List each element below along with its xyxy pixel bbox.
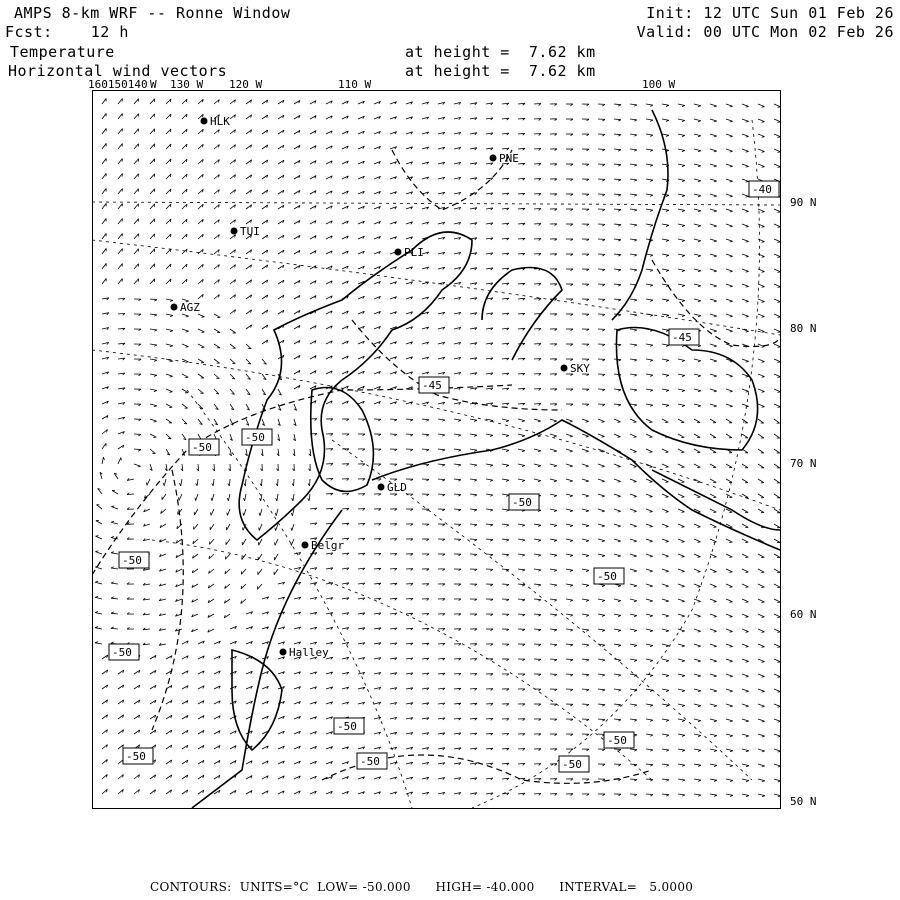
wind-vector-head [777, 632, 780, 633]
contour-label: -50 [597, 570, 617, 583]
lon-label-120w: 120 W [229, 78, 263, 91]
station-label: Belgr [311, 539, 345, 552]
wind-vector-head [170, 189, 171, 192]
wind-vector-head [761, 602, 764, 603]
wind-vector-head [211, 512, 212, 515]
station-marker [231, 228, 238, 235]
contour-label: -50 [245, 431, 265, 444]
wind-vector-head [730, 587, 733, 588]
wind-vector-head [713, 527, 716, 528]
wind-vector-head [698, 542, 701, 543]
lat-label-70n: 70 N [790, 457, 817, 470]
map-title: AMPS 8-km WRF -- Ronne Window [14, 4, 291, 22]
station-label: PLI [404, 246, 424, 259]
init-time: Init: 12 UTC Sun 01 Feb 26 [646, 4, 894, 22]
wind-vector [502, 584, 509, 585]
wind-vector-head [778, 662, 781, 663]
wind-vector [566, 674, 573, 675]
contour-label: -50 [360, 755, 380, 768]
wind-vector [550, 659, 557, 660]
lon-label-100w: 100 W [642, 78, 676, 91]
station-label: PNE [499, 152, 519, 165]
wind-vector-head [201, 332, 204, 333]
wind-vector-head [121, 458, 122, 461]
station-label: AGZ [180, 301, 200, 314]
wind-vector-head [170, 219, 171, 222]
contour-label: -45 [422, 379, 442, 392]
lon-label-w: W [150, 78, 157, 91]
station-label: SKY [570, 362, 590, 375]
contour-label: -50 [126, 750, 146, 763]
station-label: GLD [387, 481, 407, 494]
wind-vector-head [697, 497, 700, 498]
station-label: Halley [289, 646, 329, 659]
contour-label: -50 [192, 441, 212, 454]
wind-vector [390, 419, 397, 420]
wind-vector [534, 629, 541, 630]
contour-label: -50 [562, 758, 582, 771]
contour-label: -50 [122, 554, 142, 567]
station-marker [561, 365, 568, 372]
wind-vector-head [618, 422, 621, 423]
lon-label-110w: 110 W [338, 78, 372, 91]
wind-vector [470, 539, 477, 540]
lat-label-50n: 50 N [790, 795, 817, 808]
wind-vector-head [777, 617, 780, 618]
station-marker [201, 118, 208, 125]
contour-label: -40 [752, 183, 772, 196]
wind-vector-head [761, 617, 764, 618]
field-temperature-label: Temperature [10, 43, 115, 61]
wind-vector [438, 494, 445, 495]
wind-vector-head [650, 467, 653, 468]
wind-vector-head [665, 467, 668, 468]
wind-vector [406, 434, 413, 435]
wind-vector-head [649, 452, 652, 453]
station-label: HLK [210, 115, 230, 128]
height-temperature: at height = 7.62 km [405, 43, 596, 61]
map-panel [92, 90, 782, 810]
wind-vector-head [681, 482, 684, 483]
contour-label: -50 [337, 720, 357, 733]
wind-vector [518, 614, 525, 615]
contour-label: -45 [672, 331, 692, 344]
wind-vector-head [170, 99, 171, 102]
wind-vector-head [170, 144, 171, 147]
wind-vector [486, 554, 493, 555]
wind-vector-head [184, 423, 187, 424]
lat-label-90n: 90 N [790, 196, 817, 209]
wind-vector [582, 704, 589, 705]
wind-vector-head [275, 542, 276, 545]
height-wind: at height = 7.62 km [405, 62, 596, 80]
wind-vector [646, 794, 653, 795]
field-wind-label: Horizontal wind vectors [8, 62, 228, 80]
wind-vector-head [745, 587, 748, 588]
lat-label-60n: 60 N [790, 608, 817, 621]
wind-vector [262, 479, 263, 486]
wind-vector-head [170, 204, 171, 207]
wind-vector-head [170, 264, 171, 267]
wind-vector-head [170, 159, 171, 162]
station-marker [171, 304, 178, 311]
station-marker [490, 155, 497, 162]
wind-vector-head [168, 438, 171, 439]
contour-label: -50 [112, 646, 132, 659]
wind-vector-head [633, 422, 636, 423]
station-marker [395, 249, 402, 256]
wind-vector [614, 749, 621, 750]
wind-vector-head [729, 572, 732, 573]
wind-vector-head [170, 279, 171, 282]
station-marker [378, 484, 385, 491]
wind-vector [630, 779, 637, 780]
contour-info-footer: CONTOURS: UNITS=°C LOW= -50.000 HIGH= -40.000 INTERVAL= 5.0000 [150, 880, 694, 894]
station-label: TUI [240, 225, 260, 238]
wind-vector-head [170, 114, 171, 117]
wind-vector-head [745, 572, 748, 573]
wind-vector-head [681, 497, 684, 498]
valid-time: Valid: 00 UTC Mon 02 Feb 26 [636, 23, 894, 41]
lat-label-80n: 80 N [790, 322, 817, 335]
wind-vector-head [170, 129, 171, 132]
wind-vector-head [665, 452, 668, 453]
wind-vector [454, 509, 461, 510]
contour-label: -50 [512, 496, 532, 509]
wind-vector-head [170, 234, 171, 237]
wind-vector-head [243, 527, 244, 530]
contour-label: -50 [607, 734, 627, 747]
lon-label-130w: 130 W [170, 78, 204, 91]
wind-vector-head [179, 497, 180, 500]
station-marker [280, 649, 287, 656]
wind-vector-head [185, 362, 188, 363]
lon-label-160-150-140: 160150140 [88, 78, 148, 91]
forecast-hour: Fcst: 12 h [5, 23, 129, 41]
wind-vector-head [170, 174, 171, 177]
station-marker [302, 542, 309, 549]
wind-vector-head [241, 586, 242, 589]
